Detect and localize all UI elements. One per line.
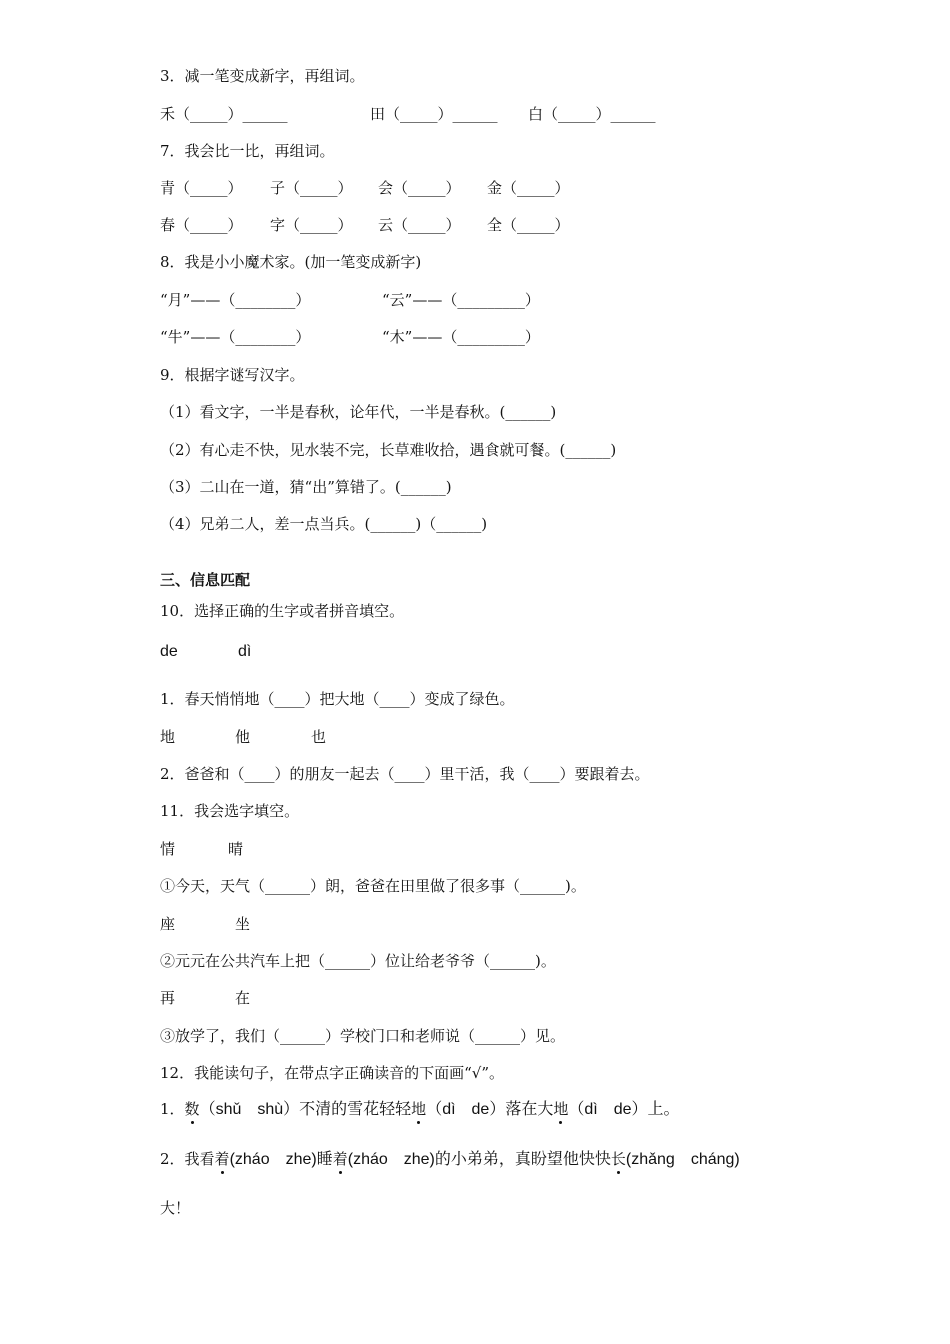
- q7-row1-item-4: 金（_____）: [487, 179, 570, 197]
- q12-sentence-2-end: 大！: [160, 1199, 191, 1217]
- q10-sentence-2: 2．爸爸和（____）的朋友一起去（____）里干活，我（____）要跟着去。: [160, 765, 650, 783]
- q11-g3-sentence: ③放学了，我们（______）学校门口和老师说（______）见。: [160, 1027, 566, 1045]
- q12-s2-part-d: (zhǎng cháng): [625, 1151, 740, 1168]
- q11-g2-char-1: 座: [160, 915, 176, 933]
- q8-row1-item-1: “月”——（________）: [160, 291, 311, 309]
- q12-s1-part-d: （dì de）上。: [568, 1101, 680, 1118]
- q7-row1-item-3: 会（_____）: [378, 179, 461, 197]
- q9-riddle-2: （2）有心走不快，见水装不完，长草难收拾，遇食就可餐。(______): [160, 441, 617, 459]
- q11-g3-char-2: 在: [235, 989, 251, 1007]
- q7-row2-item-1: 春（_____）: [160, 216, 243, 234]
- q11-g3-char-1: 再: [160, 989, 176, 1007]
- q7-row2-item-3: 云（_____）: [378, 216, 461, 234]
- q10-pinyin-1: de: [160, 643, 178, 660]
- q12-s2-dotted-char-1: 着: [214, 1150, 230, 1168]
- q8-title: 8．我是小小魔术家。(加一笔变成新字): [160, 253, 422, 271]
- q12-s1-part-a: 1．: [160, 1100, 185, 1118]
- q11-g1-sentence: ①今天，天气（______）朗，爸爸在田里做了很多事（______)。: [160, 877, 586, 895]
- q8-row1-item-2: “云”——（_________）: [382, 291, 540, 309]
- q12-s1-dotted-char-2: 地: [411, 1100, 427, 1118]
- q12-title: 12．我能读句子，在带点字正确读音的下面画“√”。: [160, 1064, 504, 1082]
- q12-s2-dotted-char-3: 长: [610, 1150, 626, 1168]
- q10-pinyin-2: dì: [238, 643, 252, 660]
- q10-title: 10．选择正确的生字或者拼音填空。: [160, 602, 405, 620]
- q12-s1-dotted-char-3: 地: [553, 1100, 569, 1118]
- q10-char-1: 地: [160, 728, 176, 746]
- q10-sentence-1: 1．春天悄悄地（____）把大地（____）变成了绿色。: [160, 690, 515, 708]
- q9-title: 9．根据字谜写汉字。: [160, 366, 305, 384]
- q12-s1-part-b: （shǔ shù）不清的雪花轻轻: [199, 1101, 412, 1118]
- q11-g2-sentence: ②元元在公共汽车上把（______）位让给老爷爷（______)。: [160, 952, 556, 970]
- q12-s2-dotted-char-2: 着: [332, 1150, 348, 1168]
- q3-item-2: 田（_____）______: [370, 105, 498, 123]
- q10-char-3: 也: [311, 728, 327, 746]
- q12-s2-part-a: 2．我看: [160, 1150, 215, 1168]
- section-3-heading: 三、信息匹配: [160, 571, 251, 589]
- q8-row2-item-2: “木”——（_________）: [382, 328, 540, 346]
- q3-title: 3．减一笔变成新字，再组词。: [160, 67, 365, 85]
- q11-g1-char-2: 晴: [228, 840, 244, 858]
- q12-s1-dotted-char-1: 数: [184, 1100, 200, 1118]
- q9-riddle-4: （4）兄弟二人，差一点当兵。(______)（______): [160, 515, 488, 533]
- q12-s2-part-c: (zháo zhe)的小弟弟，真盼望他快快: [347, 1151, 611, 1168]
- q7-title: 7．我会比一比，再组词。: [160, 142, 335, 160]
- q11-g1-char-1: 情: [160, 840, 176, 858]
- q10-char-2: 他: [235, 728, 251, 746]
- q12-s1-part-c: （dì de）落在大: [426, 1101, 554, 1118]
- q9-riddle-1: （1）看文字，一半是春秋，论年代，一半是春秋。(______): [160, 403, 557, 421]
- q7-row1-item-1: 青（_____）: [160, 179, 243, 197]
- q7-row2-item-2: 字（_____）: [270, 216, 353, 234]
- q3-item-3: 白（_____）______: [528, 105, 656, 123]
- q12-sentence-2: [160, 1149, 740, 1170]
- q8-row2-item-1: “牛”——（________）: [160, 328, 311, 346]
- q11-g2-char-2: 坐: [235, 915, 251, 933]
- q12-sentence-1: [160, 1099, 680, 1120]
- q9-riddle-3: （3）二山在一道，猜“出”算错了。(______): [160, 478, 452, 496]
- q3-item-1: 禾（_____）______: [160, 105, 288, 123]
- q12-s2-part-b: (zháo zhe)睡: [229, 1151, 333, 1168]
- q7-row1-item-2: 子（_____）: [270, 179, 353, 197]
- q11-title: 11．我会选字填空。: [160, 802, 300, 820]
- q7-row2-item-4: 全（_____）: [487, 216, 570, 234]
